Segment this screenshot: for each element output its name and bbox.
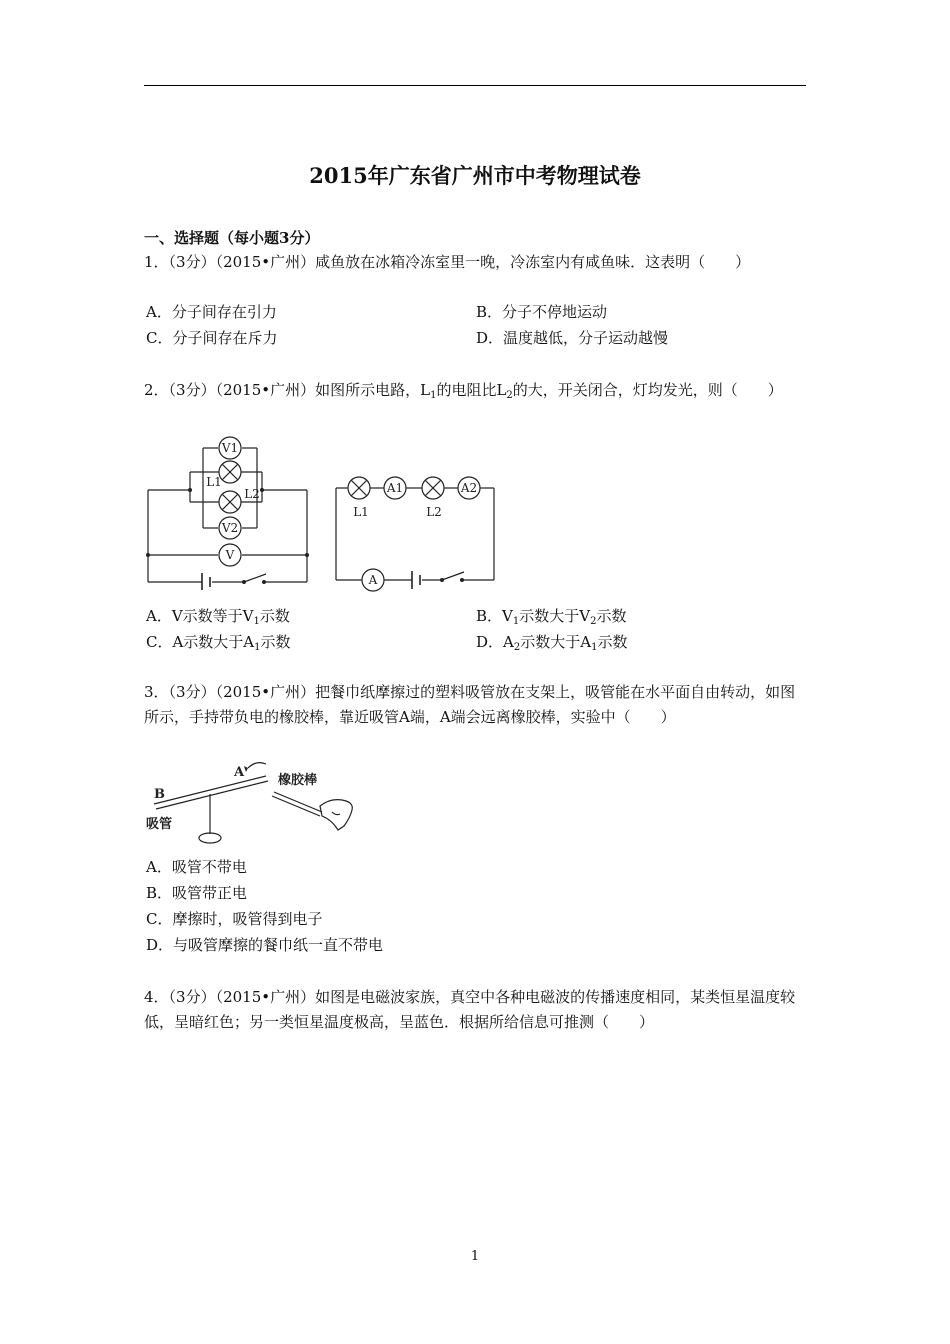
question-3-option-a: A．吸管不带电	[146, 858, 247, 876]
question-1-option-a: A．分子间存在引力	[146, 303, 277, 321]
label-straw: 吸管	[146, 817, 173, 832]
label-v1: V1	[221, 441, 239, 455]
question-3-stem: 3．（3分）（2015•广州）把餐巾纸摩擦过的塑料吸管放在支架上，吸管能在水平面自由转动，如图所示，手持带负电的橡胶棒，靠近吸管A端，A端会远离橡胶棒，实验中（ ）	[144, 683, 796, 726]
question-3-option-c: C．摩擦时，吸管得到电子	[146, 910, 323, 928]
question-2-stem: 2．（3分）（2015•广州）如图所示电路，$L_1$的电阻比$L_2$的大，开关闭合，灯均发光，则（ ）	[144, 381, 783, 401]
question-2-option-d: D．$A_2$示数大于$A_1$示数	[476, 633, 628, 653]
question-2-option-c: C．A示数大于$A_1$示数	[146, 633, 291, 653]
document-title: 2015年广东省广州市中考物理试卷	[309, 163, 641, 188]
circuit-diagram-1	[144, 434, 314, 590]
label-v2: V2	[221, 521, 239, 535]
question-4-stem: 4．（3分）（2015•广州）如图是电磁波家族，真空中各种电磁波的传播速度相同，某类恒星温度较低，呈暗红色；另一类恒星温度极高，呈蓝色．根据所给信息可推测（ ）	[144, 988, 796, 1031]
label-rubber-rod: 橡胶棒	[278, 773, 318, 788]
question-2-option-a: A．V示数等于$V_1$示数	[146, 607, 290, 627]
question-1-option-d: D．温度越低，分子运动越慢	[476, 329, 669, 347]
question-2-option-b: B．$V_1$示数大于$V_2$示数	[476, 607, 627, 627]
label-a: A	[234, 765, 245, 780]
question-1-option-c: C．分子间存在斥力	[146, 329, 278, 347]
circuit-diagram-2	[334, 472, 498, 596]
label-l2: L2	[244, 487, 260, 501]
label-v: V	[225, 548, 235, 562]
label-a2: A2	[460, 481, 478, 495]
question-1-option-b: B．分子不停地运动	[476, 303, 608, 321]
label-a: A	[368, 573, 378, 587]
label-l1: L1	[353, 505, 369, 519]
section-heading: 一、选择题（每小题3分）	[144, 229, 320, 247]
header-rule	[144, 85, 806, 86]
label-l2: L2	[426, 505, 442, 519]
question-3-option-b: B．吸管带正电	[146, 884, 248, 902]
label-l1: L1	[206, 475, 222, 489]
page-number: 1	[470, 1249, 480, 1264]
straw-experiment-diagram	[144, 756, 360, 854]
question-1-stem: 1．（3分）（2015•广州）咸鱼放在冰箱冷冻室里一晚，冷冻室内有咸鱼味．这表明（ ）	[144, 253, 751, 271]
question-3-option-d: D．与吸管摩擦的餐巾纸一直不带电	[146, 936, 384, 954]
label-b: B	[154, 787, 165, 802]
label-a1: A1	[386, 481, 404, 495]
